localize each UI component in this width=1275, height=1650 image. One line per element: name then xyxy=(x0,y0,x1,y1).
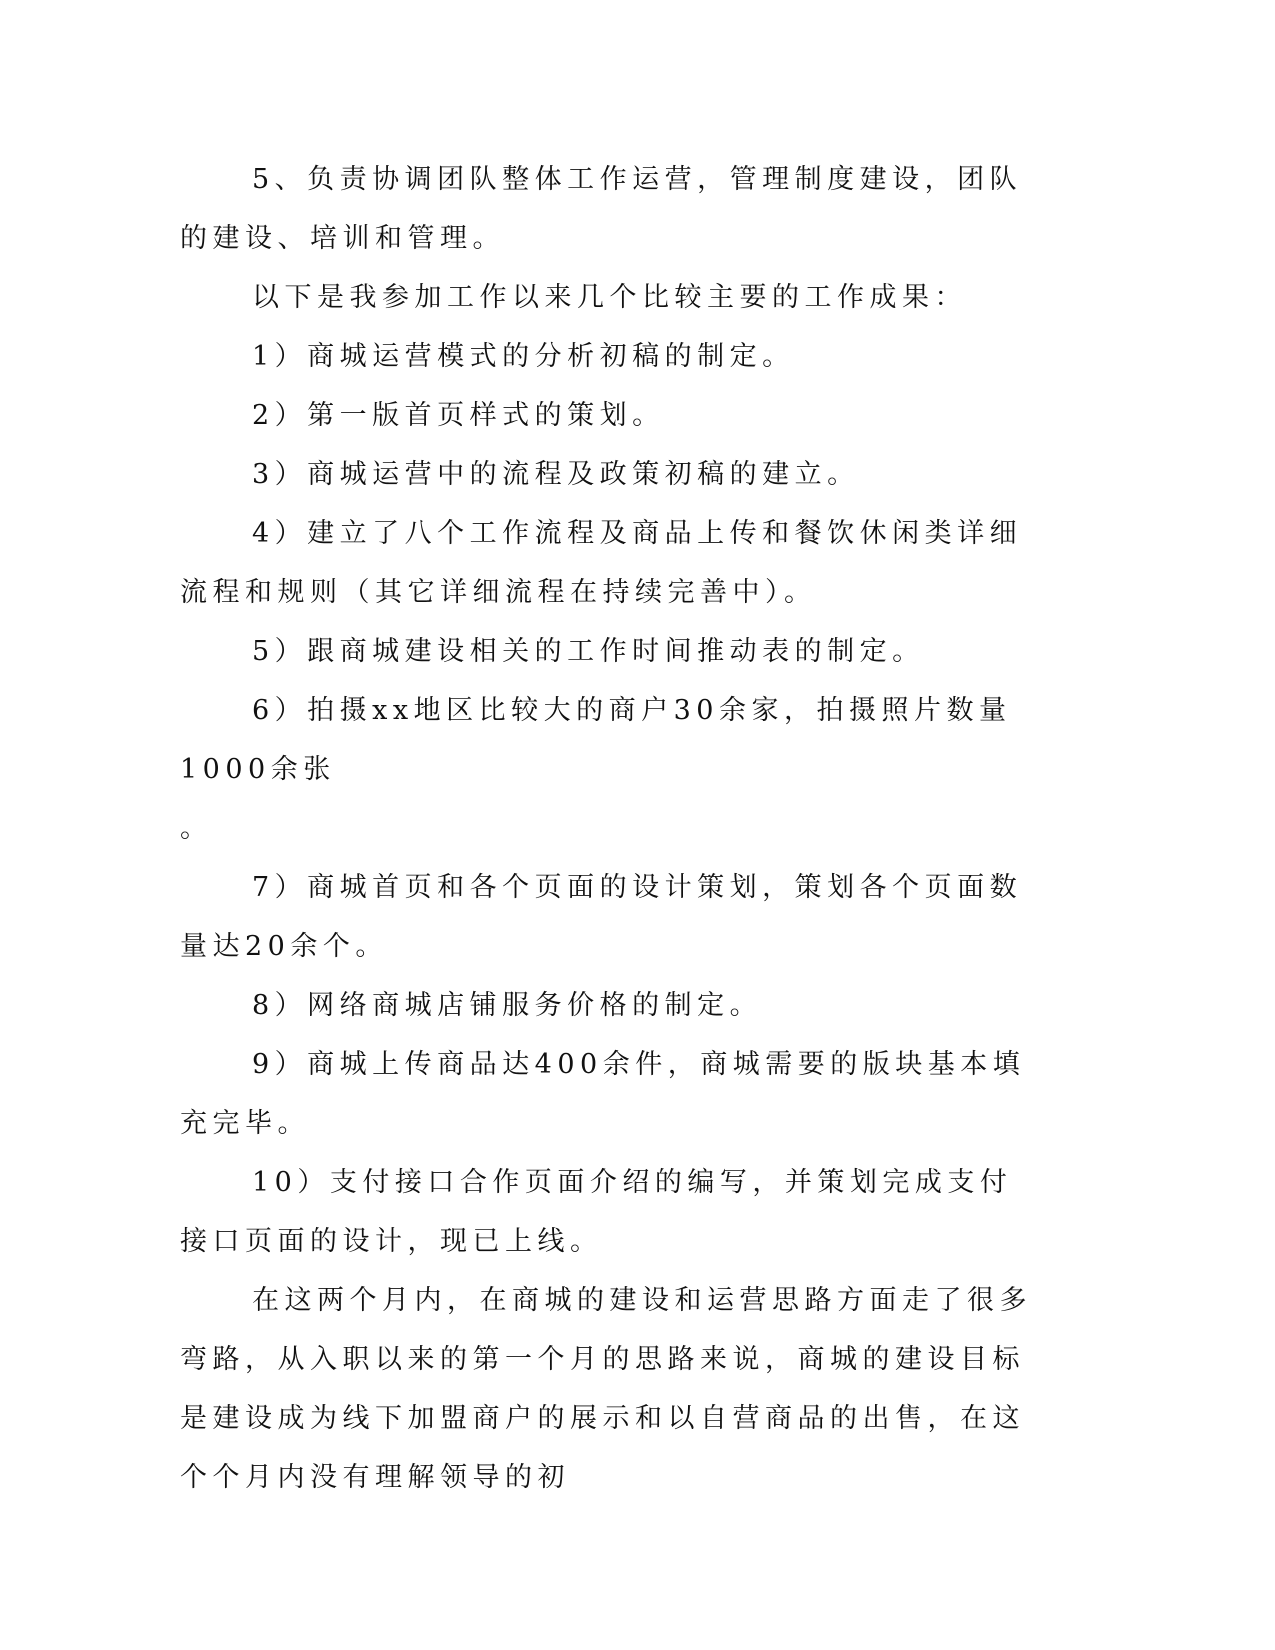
paragraph-achievement-5: 5）跟商城建设相关的工作时间推动表的制定。 xyxy=(252,636,925,667)
paragraph-reflection: 在这两个月内，在商城的建设和运营思路方面走了很多弯路，从入职以来的第一个月的思路来说，商城的建设目标是建设成为线下加盟商户的展示和以自营商品的出售，在这个个月内没有理解领导的初 xyxy=(180,1285,1032,1493)
paragraph-achievement-10: 10）支付接口合作页面介绍的编写，并策划完成支付接口页面的设计，现已上线。 xyxy=(180,1167,1013,1257)
paragraph-achievement-9: 9）商城上传商品达400余件，商城需要的版块基本填充完毕。 xyxy=(180,1049,1026,1139)
paragraph-achievements-intro: 以下是我参加工作以来几个比较主要的工作成果： xyxy=(252,282,967,313)
paragraph-achievement-3: 3）商城运营中的流程及政策初稿的建立。 xyxy=(252,459,860,490)
document-page xyxy=(180,150,1040,1507)
paragraph-achievement-1: 1）商城运营模式的分析初稿的制定。 xyxy=(252,341,795,372)
paragraph-achievement-6-end: 。 xyxy=(180,813,213,844)
paragraph-duty-5: 5、负责协调团队整体工作运营，管理制度建设，团队的建设、培训和管理。 xyxy=(180,164,1023,254)
paragraph-achievement-7: 7）商城首页和各个页面的设计策划，策划各个页面数量达20余个。 xyxy=(180,872,1023,962)
paragraph-achievement-6: 6）拍摄xx地区比较大的商户30余家，拍摄照片数量1000余张 xyxy=(180,695,1012,785)
paragraph-achievement-4: 4）建立了八个工作流程及商品上传和餐饮休闲类详细流程和规则（其它详细流程在持续完善中）。 xyxy=(180,518,1023,608)
paragraph-achievement-8: 8）网络商城店铺服务价格的制定。 xyxy=(252,990,763,1021)
paragraph-achievement-2: 2）第一版首页样式的策划。 xyxy=(252,400,665,431)
